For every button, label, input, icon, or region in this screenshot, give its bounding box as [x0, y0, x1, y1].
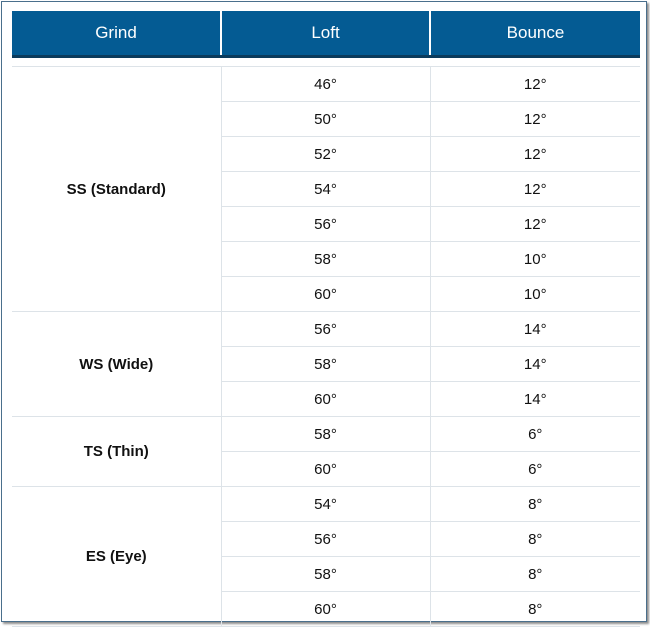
- loft-cell: 56°: [221, 207, 430, 242]
- bounce-cell: 14°: [430, 382, 640, 417]
- header-grind: Grind: [12, 11, 221, 57]
- grind-cell: TS (Thin): [12, 417, 221, 487]
- table-row: [12, 487, 640, 522]
- loft-cell: 60°: [221, 277, 430, 312]
- bounce-cell: 14°: [430, 312, 640, 347]
- bounce-cell: 12°: [430, 67, 640, 102]
- loft-cell: 54°: [221, 172, 430, 207]
- loft-cell: 56°: [221, 312, 430, 347]
- bounce-cell: 10°: [430, 277, 640, 312]
- header-loft: Loft: [221, 11, 430, 57]
- table-row: [12, 312, 640, 347]
- table-row: [12, 67, 640, 102]
- bounce-cell: 6°: [430, 452, 640, 487]
- header-row: [12, 11, 640, 57]
- loft-cell: 60°: [221, 592, 430, 627]
- spacer-cell: [430, 57, 640, 67]
- grind-cell: SS (Standard): [12, 67, 221, 312]
- loft-cell: 60°: [221, 382, 430, 417]
- loft-cell: 50°: [221, 102, 430, 137]
- loft-cell: 58°: [221, 417, 430, 452]
- grind-cell: ES (Eye): [12, 487, 221, 627]
- loft-cell: 58°: [221, 557, 430, 592]
- table-body: [12, 57, 640, 627]
- bounce-cell: 8°: [430, 557, 640, 592]
- table-frame: [1, 1, 647, 622]
- grind-cell: WS (Wide): [12, 312, 221, 417]
- bounce-cell: 8°: [430, 592, 640, 627]
- loft-cell: 60°: [221, 452, 430, 487]
- bounce-cell: 12°: [430, 137, 640, 172]
- spacer-cell: [12, 57, 221, 67]
- loft-cell: 58°: [221, 242, 430, 277]
- spacer-cell: [221, 57, 430, 67]
- bounce-cell: 12°: [430, 207, 640, 242]
- bounce-cell: 10°: [430, 242, 640, 277]
- bounce-cell: 14°: [430, 347, 640, 382]
- header-bounce: Bounce: [430, 11, 640, 57]
- loft-cell: 56°: [221, 522, 430, 557]
- grind-specs-table: [12, 11, 640, 627]
- bounce-cell: 12°: [430, 172, 640, 207]
- bounce-cell: 12°: [430, 102, 640, 137]
- spacer-row: [12, 57, 640, 67]
- bounce-cell: 8°: [430, 522, 640, 557]
- bounce-cell: 6°: [430, 417, 640, 452]
- loft-cell: 54°: [221, 487, 430, 522]
- loft-cell: 46°: [221, 67, 430, 102]
- table-row: [12, 417, 640, 452]
- loft-cell: 58°: [221, 347, 430, 382]
- bounce-cell: 8°: [430, 487, 640, 522]
- loft-cell: 52°: [221, 137, 430, 172]
